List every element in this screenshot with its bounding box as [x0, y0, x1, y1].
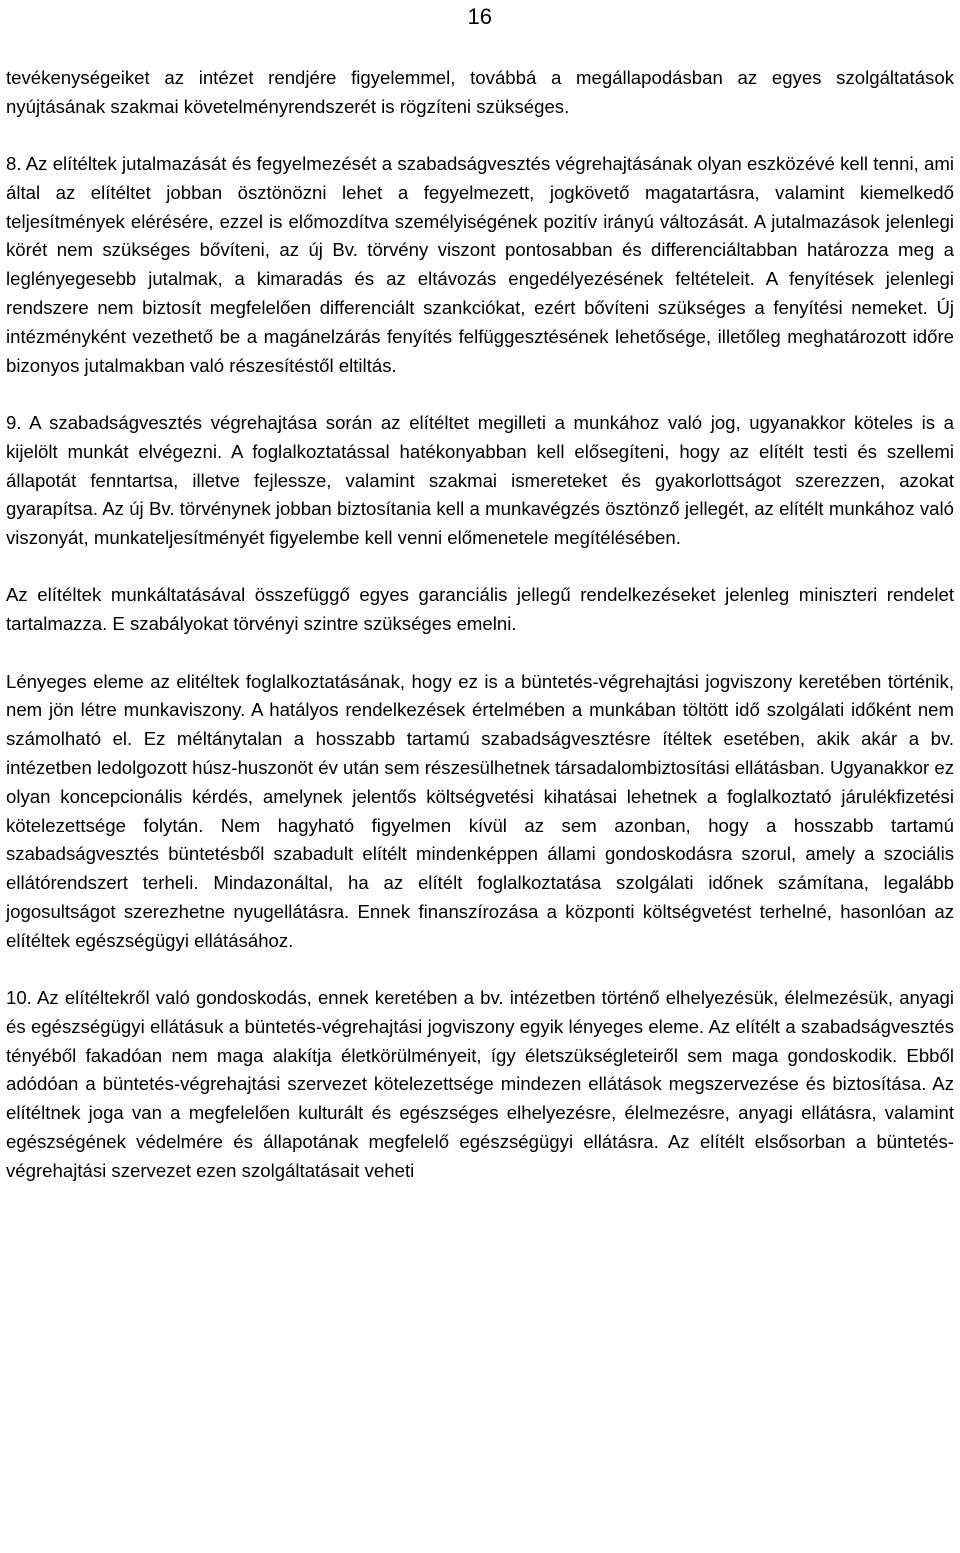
page-number: 16	[467, 4, 492, 29]
paragraph-10: 10. Az elítéltekről való gondoskodás, ennek keretében a bv. intézetben történő elhelyezésük, élelmezésük, anyagi és egészségügyi ellátásuk a büntetés-végrehajtási jogviszony egyik lényeges eleme. Az elítélt a szabadságvesztés tényéből fakadóan nem maga alakítja életkörülményeit, így életszükségleteiről sem maga gondoskodik. Ebből adódóan a büntetés-végrehajtási szervezet kötelezettsége mindezen ellátások megszervezése és biztosítása. Az elítéltnek joga van a megfelelően kulturált és egészséges elhelyezésre, élelmezésre, anyagi ellátásra, valamint egészségének védelmére és állapotának megfelelő egészségügyi ellátásra. Az elítélt elsősorban a büntetés-végrehajtási szervezet ezen szolgáltatásait veheti	[6, 987, 954, 1181]
document-body	[6, 64, 954, 1214]
paragraph-employment-essentials: Lényeges eleme az elitéltek foglalkoztatásának, hogy ez is a büntetés-végrehajtási jogviszony keretében történik, nem jön létre munkaviszony. A hatályos rendelkezések értelmében a munkában töltött idő szolgálati időként nem számolható el. Ez méltánytalan a hosszabb tartamú szabadságvesztésre ítéltek esetében, akik akár a bv. intézetben ledolgozott húsz-huszonöt év után sem részesülhetnek társadalombiztosítási ellátásban. Ugyanakkor ez olyan koncepcionális kérdés, amelynek jelentős költségvetési kihatásai lehetnek a foglalkoztató járulékfizetési kötelezettsége folytán. Nem hagyható figyelmen kívül az sem azonban, hogy a hosszabb tartamú szabadságvesztés büntetésből szabadult elítélt mindenképpen állami gondoskodásra szorul, amely a szociális ellátórendszert terheli. Mindazonáltal, ha az elítélt foglalkoztatása szolgálati időnek számítana, legalább jogosultságot szerezhetne nyugellátásra. Ennek finanszírozása a központi költségvetést terhelné, hasonlóan az elítéltek egészségügyi ellátásához.	[6, 670, 954, 951]
paragraph-9: 9. A szabadságvesztés végrehajtása során az elítéltet megilleti a munkához való jog, ugyanakkor köteles is a kijelölt munkát elvégezni. A foglalkoztatással hatékonyabban kell elősegíteni, hogy az elítélt testi és szellemi állapotát fenntartsa, illetve fejlessze, valamint szakmai ismereteket és gyakorlottságot szerezzen, azokat gyarapítsa. Az új Bv. törvénynek jobban biztosítania kell a munkavégzés ösztönző jellegét, az elítélt munkához való viszonyát, munkateljesítményét figyelembe kell venni előmenetele megítélésében.	[6, 411, 954, 549]
paragraph-continuation: tevékenységeiket az intézet rendjére figyelemmel, továbbá a megállapodásban az egyes szolgáltatások nyújtásának szakmai követelményrendszerét is rögzíteni szükséges.	[6, 67, 954, 117]
paragraph-employment-guarantees: Az elítéltek munkáltatásával összefüggő egyes garanciális jellegű rendelkezéseket jelenleg miniszteri rendelet tartalmazza. E szabályokat törvényi szintre szükséges emelni.	[6, 584, 954, 635]
paragraph-8: 8. Az elítéltek jutalmazását és fegyelmezését a szabadságvesztés végrehajtásának olyan eszközévé kell tenni, ami által az elítéltet jobban ösztönözni lehet a fegyelmezett, jogkövető magatartásra, valamint kiemelkedő teljesítmények elérésére, ezzel is előmozdítva személyiségének pozitív irányú változását. A jutalmazások jelenlegi körét nem szükséges bővíteni, az új Bv. törvény viszont pontosabban és differenciáltabban határozza meg a leglényegesebb jutalmak, a kimaradás és az eltávozás engedélyezésének feltételeit. A fenyítések jelenlegi rendszere nem biztosít megfelelően differenciált szankciókat, ezért bővíteni szükséges a fenyítési nemeket. Új intézményként vezethető be a magánelzárás fenyítés felfüggesztésének lehetősége, illetőleg meghatározott időre bizonyos jutalmakban való részesítéstől eltiltás.	[6, 153, 954, 376]
